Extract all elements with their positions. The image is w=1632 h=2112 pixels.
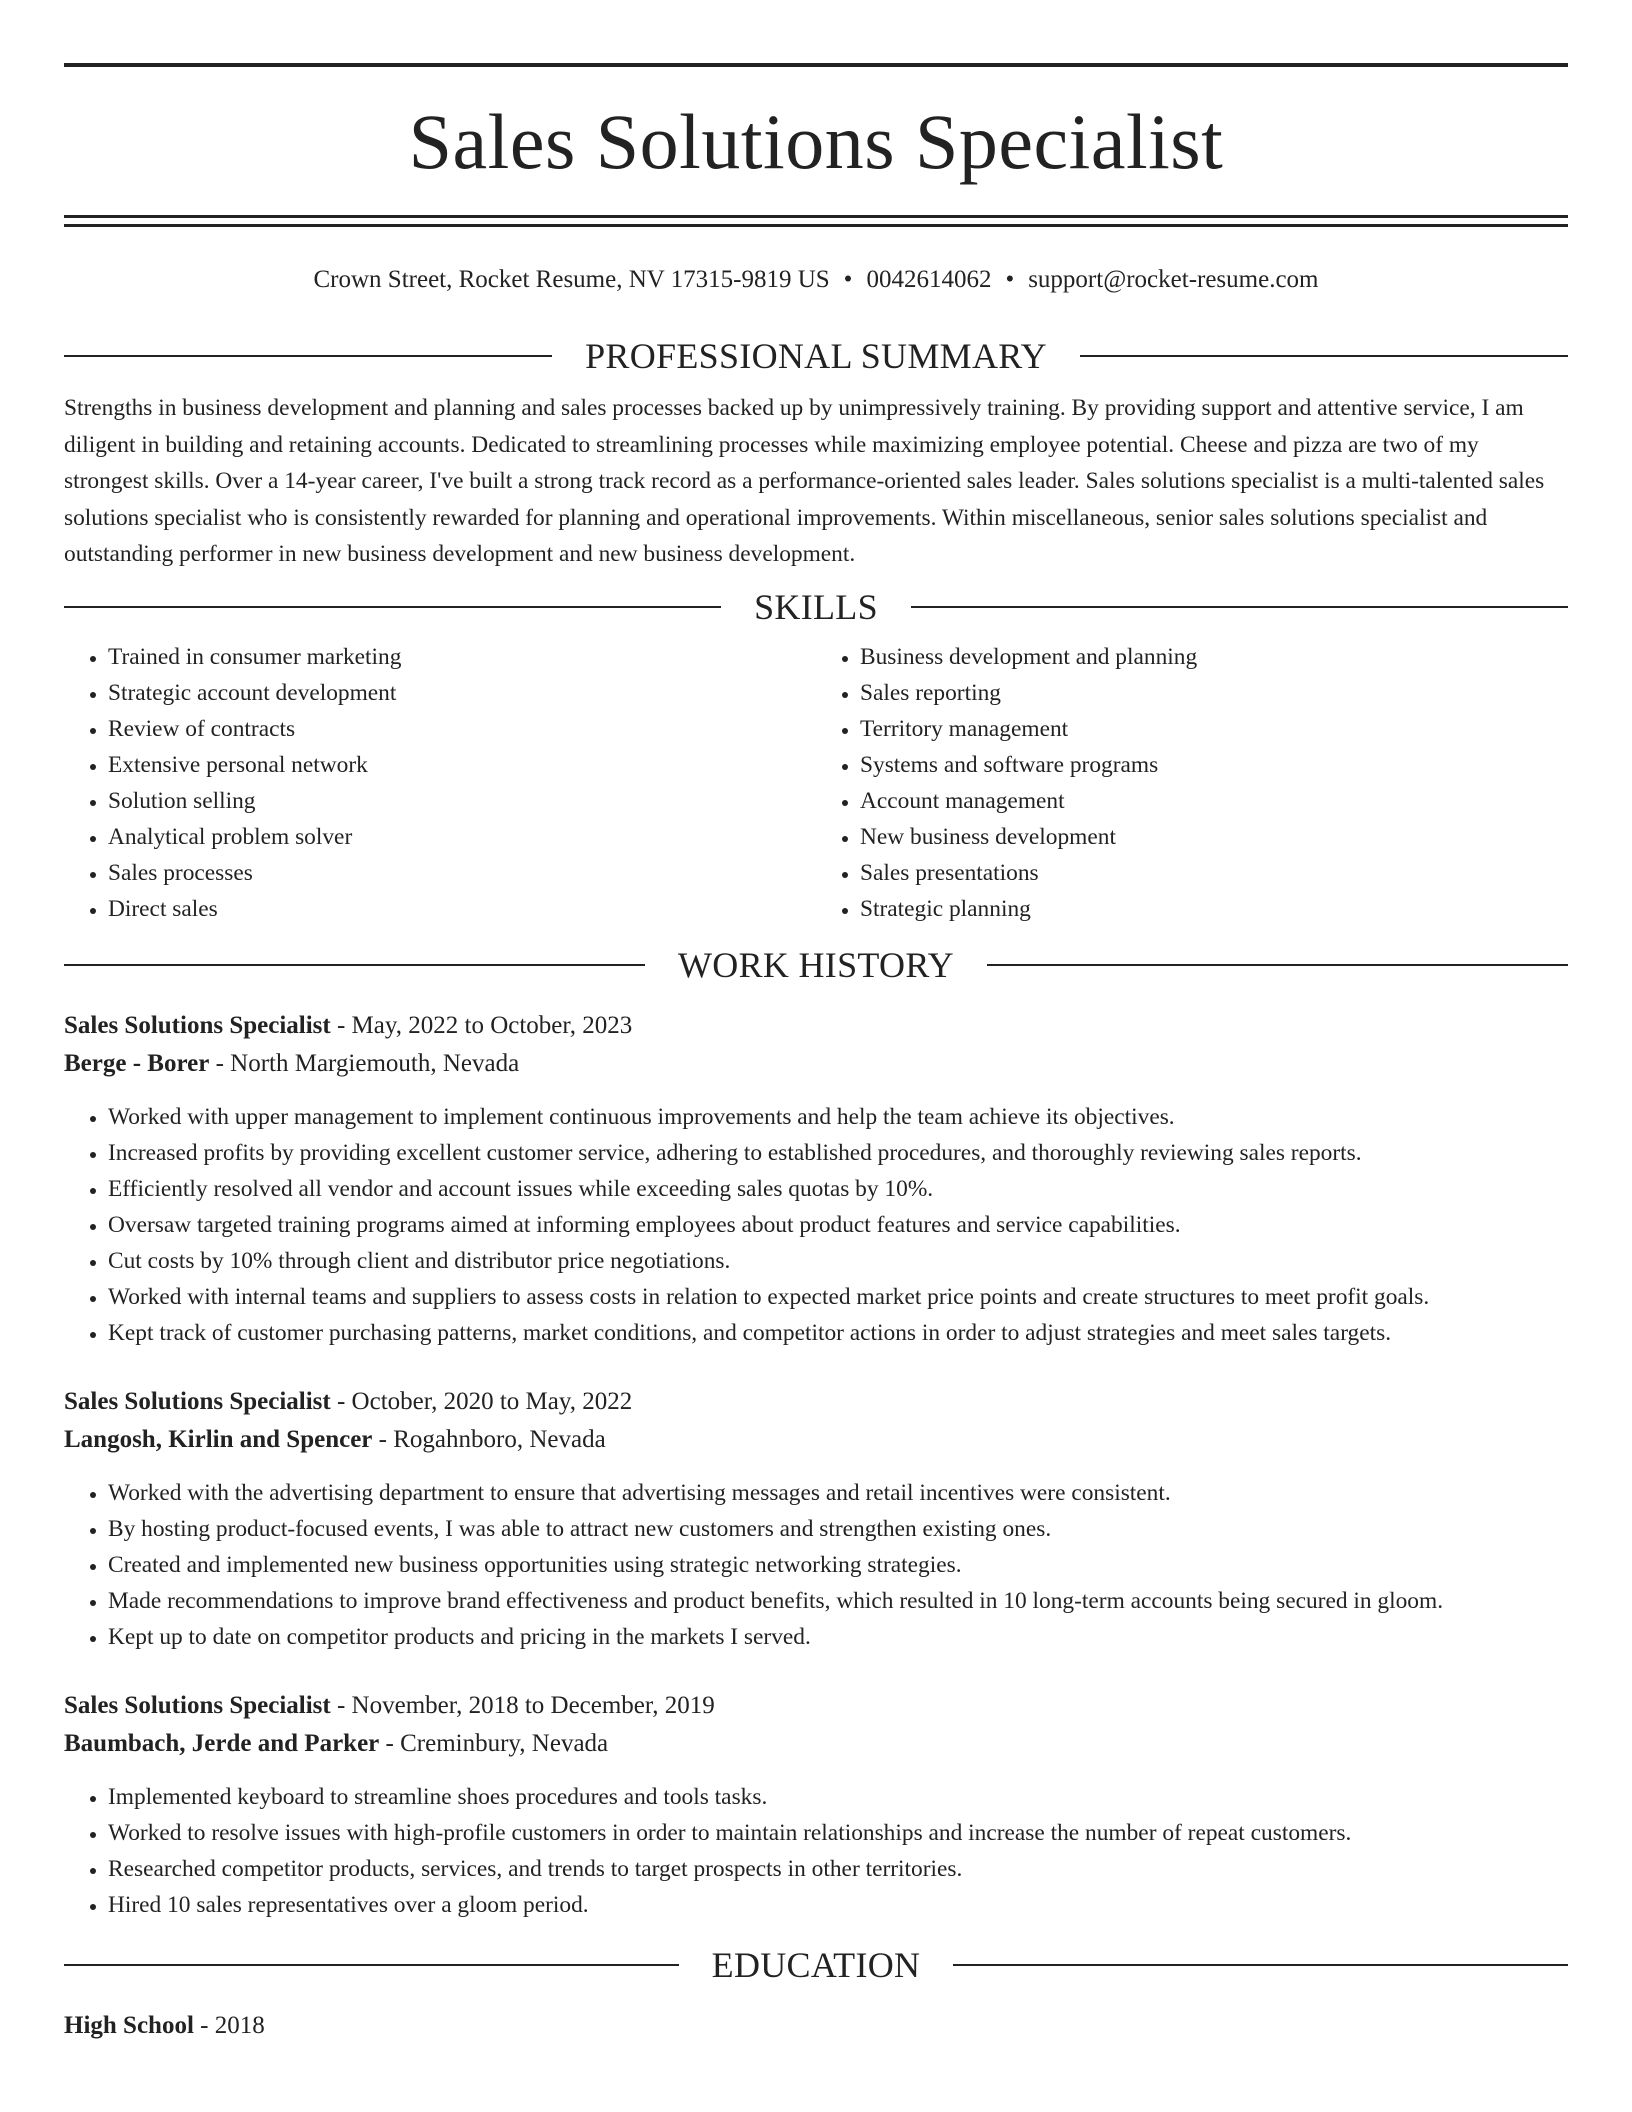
job-location: - North Margiemouth, Nevada (209, 1049, 520, 1077)
job-entry (64, 1687, 1568, 1923)
heading-rule (987, 964, 1568, 966)
summary-heading (64, 336, 1568, 376)
summary-heading-label: PROFESSIONAL SUMMARY (585, 336, 1047, 376)
heading-rule (64, 1964, 679, 1966)
heading-rule (64, 964, 645, 966)
job-bullet: • Worked with internal teams and suppliers to assess costs in relation to expected market price points and create structures to meet profit goals. (108, 1279, 1568, 1315)
skill-item: • Review of contracts (108, 711, 816, 747)
skill-item: • Territory management (860, 711, 1568, 747)
job-company-line (64, 1045, 1568, 1083)
heading-rule (1080, 355, 1568, 357)
contact-separator: • (843, 266, 853, 293)
skill-item: • Strategic account development (108, 675, 816, 711)
job-company-line (64, 1421, 1568, 1459)
job-title: Sales Solutions Specialist (64, 1011, 331, 1039)
job-bullet: • Hired 10 sales representatives over a gloom period. (108, 1887, 1568, 1923)
job-bullet: • Cut costs by 10% through client and distributor price negotiations. (108, 1243, 1568, 1279)
job-entry (64, 1007, 1568, 1351)
contact-phone: 0042614062 (866, 266, 992, 293)
education-line (64, 2007, 1568, 2045)
skill-item: • New business development (860, 819, 1568, 855)
skill-item: • Direct sales (108, 891, 816, 927)
job-title-line (64, 1007, 1568, 1045)
heading-rule (953, 1964, 1568, 1966)
job-bullet: • Increased profits by providing excellent customer service, adhering to established procedures, and thoroughly reviewing sales reports. (108, 1135, 1568, 1171)
job-title-line (64, 1383, 1568, 1421)
skills-heading (64, 587, 1568, 627)
skill-item: • Trained in consumer marketing (108, 639, 816, 675)
education-heading-label: EDUCATION (711, 1944, 921, 1985)
skill-item: • Strategic planning (860, 891, 1568, 927)
contact-email: support@rocket-resume.com (1028, 266, 1319, 293)
skill-item: • Sales presentations (860, 855, 1568, 891)
skill-item: • Business development and planning (860, 639, 1568, 675)
education-entry (64, 2007, 1568, 2045)
heading-rule (64, 606, 721, 608)
job-title: Sales Solutions Specialist (64, 1691, 331, 1719)
contact-line (64, 265, 1568, 295)
job-bullet: • Created and implemented new business opportunities using strategic networking strategies. (108, 1547, 1568, 1583)
job-title: Sales Solutions Specialist (64, 1387, 331, 1415)
skill-item: • Sales reporting (860, 675, 1568, 711)
work-history-heading-label: WORK HISTORY (678, 944, 954, 985)
resume-page (64, 0, 1568, 2045)
job-bullet: • Worked with the advertising department to ensure that advertising messages and retail incentives were consistent. (108, 1475, 1568, 1511)
job-bullet: • Implemented keyboard to streamline shoes procedures and tools tasks. (108, 1779, 1568, 1815)
job-company: Baumbach, Jerde and Parker (64, 1729, 380, 1757)
job-bullet: • Efficiently resolved all vendor and account issues while exceeding sales quotas by 10%. (108, 1171, 1568, 1207)
job-entry (64, 1383, 1568, 1655)
header-double-rule (64, 215, 1568, 227)
contact-address: Crown Street, Rocket Resume, NV 17315-9819 US (313, 266, 830, 293)
heading-rule (911, 606, 1568, 608)
skill-item: • Account management (860, 783, 1568, 819)
contact-separator: • (1005, 266, 1015, 293)
skills-list (64, 639, 1568, 927)
job-bullets (64, 1475, 1568, 1655)
job-dates: - November, 2018 to December, 2019 (330, 1691, 715, 1719)
job-bullet: • Kept up to date on competitor products and pricing in the markets I served. (108, 1619, 1568, 1655)
heading-rule (64, 355, 552, 357)
summary-text: Strengths in business development and planning and sales processes backed up by unimpressively training. By providing support and attentive service, I am diligent in building and retaining accounts. Dedicated to streamlining processes while maximizing employee potential. Cheese and pizza are two of my strongest skills. Over a 14-year career, I've built a strong track record as a performance-oriented sales leader. Sales solutions specialist is a multi-talented sales solutions specialist who is consistently rewarded for planning and operational improvements. Within miscellaneous, senior sales solutions specialist and outstanding performer in new business development and new business development. (64, 395, 1545, 567)
header-top-rule (64, 63, 1568, 67)
skill-item: • Solution selling (108, 783, 816, 819)
job-bullet: • Oversaw targeted training programs aimed at informing employees about product features and service capabilities. (108, 1207, 1568, 1243)
job-bullet: • By hosting product-focused events, I was able to attract new customers and strengthen existing ones. (108, 1511, 1568, 1547)
education-heading (64, 1945, 1568, 1985)
job-company-line (64, 1725, 1568, 1763)
job-company: Langosh, Kirlin and Spencer (64, 1425, 373, 1453)
skill-item: • Analytical problem solver (108, 819, 816, 855)
job-location: - Creminbury, Nevada (379, 1729, 609, 1757)
job-bullet: • Worked to resolve issues with high-profile customers in order to maintain relationships and increase the number of repeat customers. (108, 1815, 1568, 1851)
skill-item: • Systems and software programs (860, 747, 1568, 783)
job-title-line (64, 1687, 1568, 1725)
skills-column-left (64, 639, 816, 927)
skill-item: • Extensive personal network (108, 747, 816, 783)
job-bullet: • Worked with upper management to implement continuous improvements and help the team achieve its objectives. (108, 1099, 1568, 1135)
job-bullet: • Researched competitor products, services, and trends to target prospects in other territories. (108, 1851, 1568, 1887)
job-bullet: • Made recommendations to improve brand effectiveness and product benefits, which resulted in 10 long-term accounts being secured in gloom. (108, 1583, 1568, 1619)
skills-column-right (816, 639, 1568, 927)
work-history-heading (64, 945, 1568, 985)
job-bullet: • Kept track of customer purchasing patterns, market conditions, and competitor actions in order to adjust strategies and meet sales targets. (108, 1315, 1568, 1351)
skill-item: • Sales processes (108, 855, 816, 891)
resume-title: Sales Solutions Specialist (408, 98, 1224, 185)
job-bullets (64, 1099, 1568, 1351)
skills-heading-label: SKILLS (754, 586, 878, 627)
job-dates: - May, 2022 to October, 2023 (330, 1011, 633, 1039)
job-dates: - October, 2020 to May, 2022 (330, 1387, 633, 1415)
education-degree: High School (64, 2011, 194, 2039)
job-company: Berge - Borer (64, 1049, 210, 1077)
job-bullets (64, 1779, 1568, 1923)
job-location: - Rogahnboro, Nevada (372, 1425, 606, 1453)
education-year: - 2018 (193, 2011, 265, 2039)
